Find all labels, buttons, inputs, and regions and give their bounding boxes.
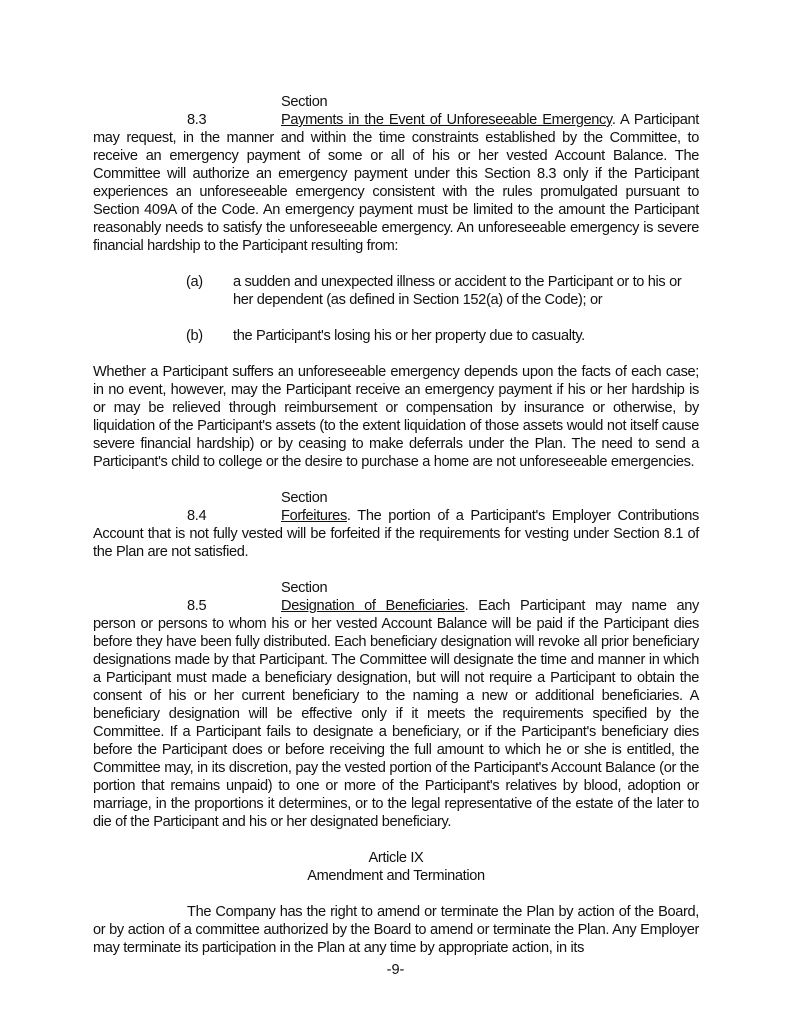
section-8-5-paragraph (93, 579, 699, 831)
section-8-4-paragraph (93, 489, 699, 561)
list-item-label: (a) (186, 274, 203, 290)
section-body: . A Participant may request, in the manner and within the time constraints established by the Committee, to receive an emergency payment of some or all of his or her vested Account Balance. The Committee will authorize an emergency payment under this Section 8.3 only if the Participant experiences an unforeseeable emergency consistent with the rules promulgated pursuant to Section 409A of the Code. An emergency payment must be limited to the amount the Participant reasonably needs to satisfy the unforeseeable emergency. An unforeseeable emergency is severe financial hardship to the Participant resulting from: (93, 112, 699, 254)
article-subheading: Amendment and Termination (307, 868, 485, 884)
section-number: Section 8.4 (187, 490, 328, 524)
section-body: . The portion of a Participant's Employer Contributions Account that is not fully vested will be forfeited if the requirements for vesting under Section 8.1 of the Plan are not satisfied. (93, 508, 699, 560)
section-number: Section 8.3 (187, 94, 328, 128)
list-item-text: a sudden and unexpected illness or accident to the Participant or to his or her dependent (as defined in Section 152(a) of the Code); or (233, 274, 682, 308)
article-heading: Article IX (368, 850, 424, 866)
article-body-paragraph: The Company has the right to amend or terminate the Plan by action of the Board, or by action of a committee authorized by the Board to amend or terminate the Plan. Any Employer may terminate its participation in the Plan at any time by appropriate action, in its (93, 904, 699, 956)
section-body: . Each Participant may name any person or persons to whom his or her vested Account Balance will be paid if the Participant dies before they have been fully distributed. Each beneficiary designation will revoke all prior beneficiary designations made by that Participant. The Committee will designate the time and manner in which a Participant must made a beneficiary designation, but will not require a Participant to obtain the consent of his or her current beneficiary to the naming a new or additional beneficiaries. A beneficiary designation will be effective only if it meets the requirements specified by the Committee. If a Participant fails to designate a beneficiary, or if the Participant's beneficiary dies before the Participant does or before receiving the full amount to which he or she is entitled, the Committee may, in its discretion, pay the vested portion of the Participant's Account Balance (or the portion that remains unpaid) to one or more of the Participant's relatives by blood, adoption or marriage, in the proportions it determines, or to the legal representative of the estate of the later to die of the Participant and his or her designated beneficiary. (93, 598, 699, 830)
section-title: Designation of Beneficiaries (281, 598, 465, 614)
page-number: -9- (386, 962, 405, 978)
list-item-text: the Participant's losing his or her property due to casualty. (233, 328, 585, 344)
document-page (93, 93, 699, 957)
list-item (93, 327, 699, 345)
list-item (93, 273, 699, 309)
section-8-3-paragraph (93, 93, 699, 255)
section-number: Section 8.5 (187, 580, 328, 614)
section-title: Payments in the Event of Unforeseeable Emergency (281, 112, 612, 128)
section-title: Forfeitures (281, 508, 347, 524)
section-8-3-continuation: Whether a Participant suffers an unforeseeable emergency depends upon the facts of each case; in no event, however, may the Participant receive an emergency payment if his or her hardship is or may be relieved through reimbursement or compensation by insurance or otherwise, by liquidation of the Participant's assets (to the extent liquidation of those assets would not itself cause severe financial hardship) or by ceasing to make deferrals under the Plan. The need to send a Participant's child to college or the desire to purchase a home are not unforeseeable emergencies. (93, 364, 699, 470)
list-item-label: (b) (186, 328, 203, 344)
